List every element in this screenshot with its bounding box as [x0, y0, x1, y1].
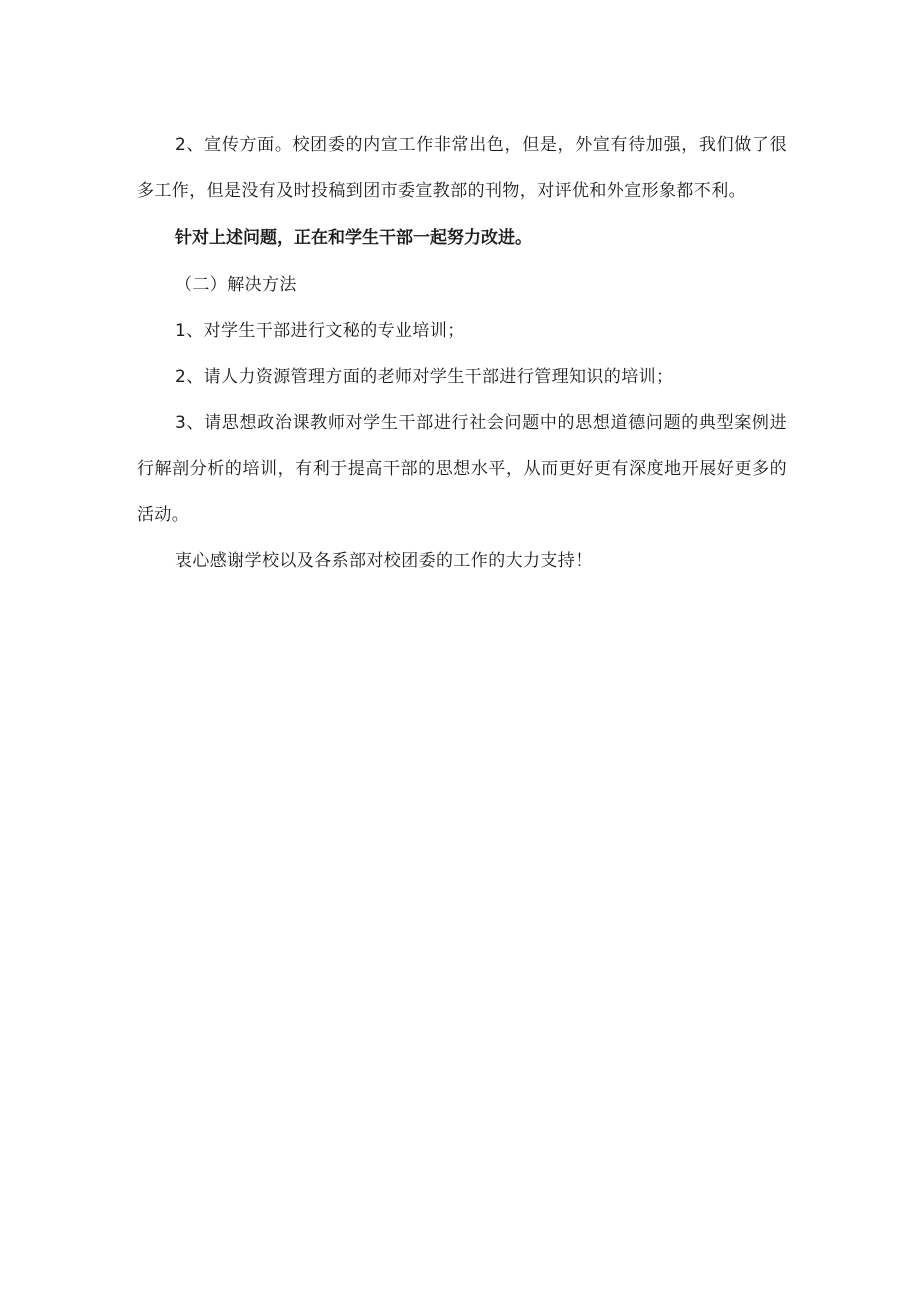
list-item-solution-1: 1、对学生干部进行文秘的专业培训； — [175, 321, 465, 341]
section-heading-solutions: （二）解决方法 — [175, 275, 297, 295]
paragraph-improvement-note: 针对上述问题，正在和学生干部一起努力改进。 — [175, 228, 532, 248]
list-item-solution-2: 2、请人力资源管理方面的老师对学生干部进行管理知识的培训； — [175, 367, 674, 387]
list-item-solution-3: 3、请思想政治课教师对学生干部进行社会问题中的思想道德问题的典型案例进行解剖分析的培训，有利于提高干部的思想水平，从而更好更有深度地开展好更多的活动。 — [137, 413, 787, 525]
document-body — [137, 122, 787, 584]
paragraph-publicity: 2、宣传方面。校团委的内宣工作非常出色，但是，外宣有待加强，我们做了很多工作，但是没有及时投稿到团市委宣教部的刊物，对评优和外宣形象都不利。 — [137, 135, 787, 201]
paragraph-thanks: 衷心感谢学校以及各系部对校团委的工作的大力支持！ — [175, 551, 593, 571]
